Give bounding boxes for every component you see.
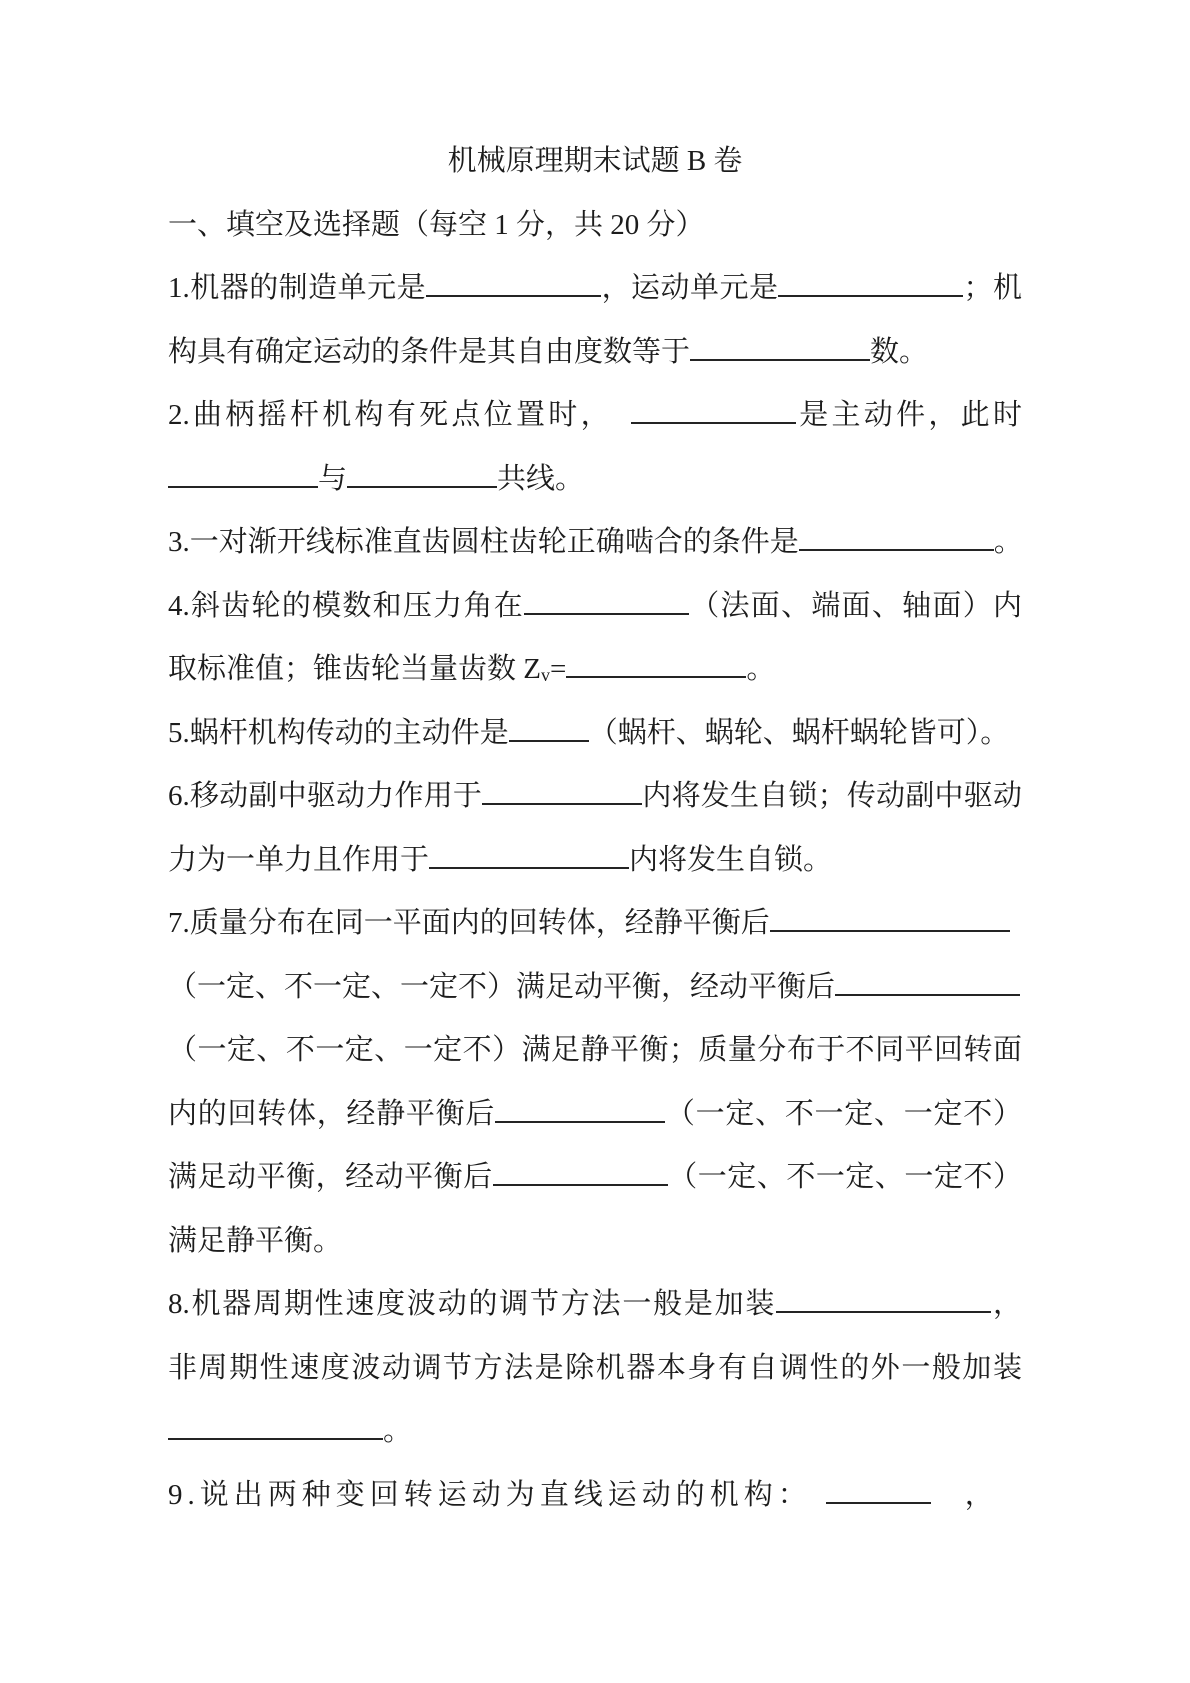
text-run: 5.蜗杆机构传动的主动件是 (168, 716, 509, 749)
fill-in-blank (168, 1409, 383, 1440)
question-5-line-1 (168, 702, 1022, 766)
fill-in-blank (799, 520, 994, 551)
fill-in-blank (778, 266, 963, 297)
fill-in-blank (566, 647, 746, 678)
fill-in-blank (776, 1282, 991, 1313)
fill-in-blank (482, 774, 642, 805)
text-run: 与 (318, 462, 348, 495)
text-run: ；机 (963, 272, 1022, 304)
question-3-line-1 (168, 511, 1022, 575)
text-run: 共线。 (497, 462, 585, 495)
text-run: （一定、不一定、一定不） (665, 1097, 1022, 1130)
fill-in-blank (493, 1155, 668, 1186)
subscript-text: v (540, 665, 550, 686)
text-run: （蜗杆、蜗轮、蜗杆蜗轮皆可）。 (588, 716, 1010, 749)
fill-in-blank (426, 266, 601, 297)
text-run: 3.一对渐开线标准直齿圆柱齿轮正确啮合的条件是 (168, 526, 799, 558)
text-run: 1.机器的制造单元是 (168, 272, 427, 304)
question-7-line-4 (168, 1083, 1022, 1147)
text-run: 7.质量分布在同一平面内的回转体，经静平衡后 (168, 907, 770, 939)
text-run: 满足静平衡。 (168, 1224, 343, 1257)
question-4-line-1 (168, 575, 1022, 639)
text-run: （一定、不一定、一定不） (667, 1161, 1022, 1193)
question-6-line-1 (168, 765, 1022, 829)
question-8-line-2 (168, 1337, 1022, 1401)
text-run: ，运动单元是 (601, 272, 779, 304)
fill-in-blank (631, 393, 796, 424)
text-run: ， (991, 1288, 1022, 1320)
text-run: 。 (383, 1415, 413, 1447)
spacer (613, 423, 631, 424)
question-2-line-2 (168, 448, 1022, 512)
text-run: 构具有确定运动的条件是其自由度数等于 (168, 335, 691, 368)
text-run: 2.曲柄摇杆机构有死点位置时， (168, 399, 613, 431)
question-1-line-2 (168, 321, 1022, 385)
text-run: 数。 (870, 335, 929, 368)
question-7-line-5 (168, 1146, 1022, 1210)
text-run: = (549, 653, 567, 685)
fill-in-blank (826, 1473, 931, 1504)
text-run: （一定、不一定、一定不）满足动平衡，经动平衡后 (168, 970, 836, 1003)
text-run: 力为一单力且作用于 (168, 843, 430, 876)
text-run: （一定、不一定、一定不）满足静平衡；质量分布于不同平回转面 (168, 1034, 1022, 1066)
question-8-line-3 (168, 1400, 1022, 1464)
text-run: 内的回转体，经静平衡后 (168, 1097, 496, 1130)
question-1-line-1 (168, 257, 1022, 321)
spacer (812, 1503, 826, 1504)
text-run: 8.机器周期性速度波动的调节方法一般是加装 (168, 1288, 777, 1320)
text-run: 6.移动副中驱动力作用于 (168, 780, 483, 812)
text-run: 内将发生自锁；传动副中驱动 (642, 780, 1022, 812)
text-run: 内将发生自锁。 (629, 843, 833, 876)
fill-in-blank (524, 584, 689, 615)
fill-in-blank (168, 457, 318, 488)
question-7-line-6 (168, 1210, 1022, 1274)
question-2-line-1 (168, 384, 1022, 448)
text-run: 。 (993, 526, 1023, 558)
section-heading (168, 194, 1022, 258)
text-run: ， (964, 1478, 994, 1511)
text-run: 非周期性速度波动调节方法是除机器本身有自调性的外一般加装 (168, 1351, 1022, 1384)
fill-in-blank (835, 965, 1020, 996)
text-run: 取标准值；锥齿轮当量齿数 Z (168, 653, 541, 685)
fill-in-blank (770, 901, 1010, 932)
question-4-line-2 (168, 638, 1022, 702)
text-run: 一、填空及选择题（每空 1 分，共 20 分） (168, 208, 705, 241)
question-6-line-2 (168, 829, 1022, 893)
text-run: 机械原理期末试题 B 卷 (447, 145, 743, 177)
text-run: 满足动平衡，经动平衡后 (168, 1161, 493, 1193)
question-7-line-2 (168, 956, 1022, 1020)
text-run: （法面、端面、轴面）内 (689, 589, 1022, 622)
text-run: 。 (746, 653, 776, 685)
text-run: 是主动件，此时 (795, 399, 1022, 431)
doc-title (168, 130, 1022, 194)
text-run: 9.说出两种变回转运动为直线运动的机构： (168, 1478, 812, 1511)
fill-in-blank (429, 838, 629, 869)
fill-in-blank (495, 1092, 665, 1123)
spacer (931, 1503, 965, 1504)
question-8-line-1 (168, 1273, 1022, 1337)
question-9-line-1 (168, 1464, 1022, 1528)
text-run: 4.斜齿轮的模数和压力角在 (168, 589, 524, 622)
question-7-line-3 (168, 1019, 1022, 1083)
question-7-line-1 (168, 892, 1022, 956)
fill-in-blank (690, 330, 870, 361)
fill-in-blank (347, 457, 497, 488)
fill-in-blank (509, 711, 589, 742)
